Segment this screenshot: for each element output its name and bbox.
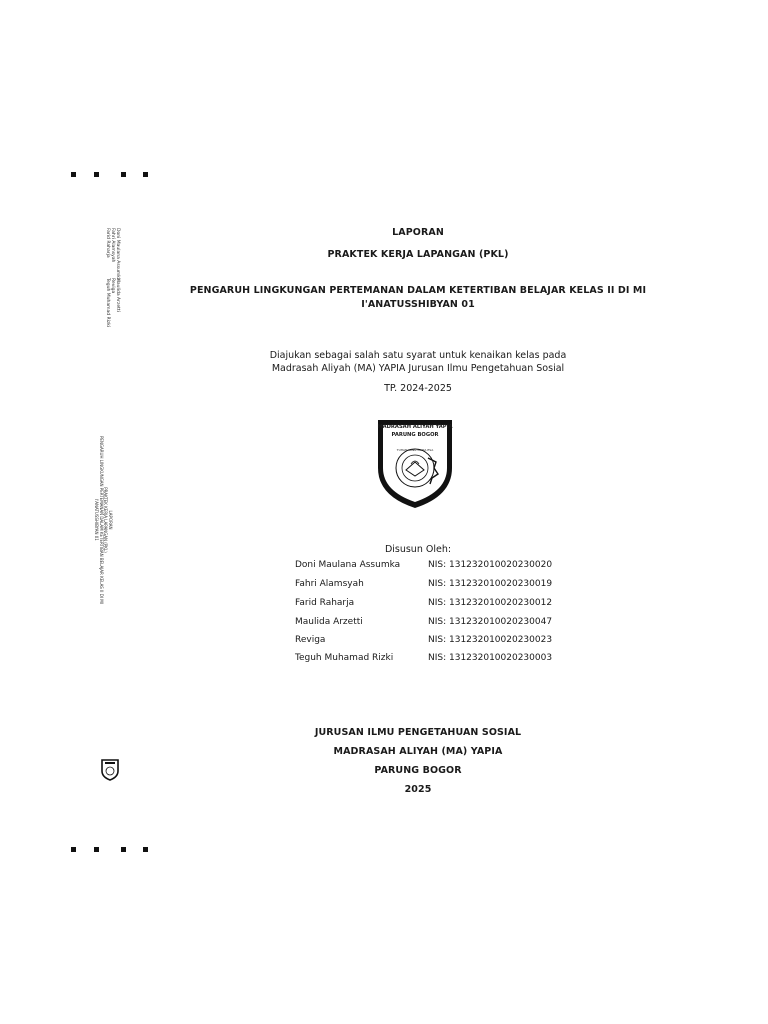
report-title-line1: PENGARUH LINGKUNGAN PERTEMANAN DALAM KETERTIBAN BELAJAR KELAS II DI MI xyxy=(189,285,647,296)
page-heading: LAPORAN xyxy=(392,227,444,238)
spine-title: LAPORAN PRAKTEK KERJA LAPANGAN (PKL) PENGARUH LINGKUNGAN PERTEMANAN DALAM KETERTIBAN BELAJAR KELAS II DI MI I'ANATUSSHIBYAN 01 xyxy=(94,436,113,604)
author-name: Teguh Muhamad Rizki xyxy=(295,653,394,663)
registration-mark xyxy=(143,847,148,852)
registration-mark xyxy=(121,847,126,852)
author-name: Farid Raharja xyxy=(295,598,355,608)
author-row xyxy=(295,635,595,649)
author-row xyxy=(295,560,595,574)
academic-year: TP. 2024-2025 xyxy=(384,383,452,394)
footer-year: 2025 xyxy=(404,784,432,795)
author-name: Doni Maulana Assumka xyxy=(295,560,401,570)
author-nis: NIS: 131232010020230012 xyxy=(428,598,553,608)
footer-school: MADRASAH ALIYAH (MA) YAPIA xyxy=(333,746,503,757)
author-nis: NIS: 131232010020230023 xyxy=(428,635,553,645)
registration-mark xyxy=(94,847,99,852)
authors-label: Disusun Oleh: xyxy=(384,544,452,555)
purpose-line1: Diajukan sebagai salah satu syarat untuk kenaikan kelas pada xyxy=(269,350,567,361)
registration-mark xyxy=(71,172,76,177)
author-name: Fahri Alamsyah xyxy=(295,579,364,589)
footer-location: PARUNG BOGOR xyxy=(374,765,462,776)
author-nis: NIS: 131232010020230003 xyxy=(428,653,553,663)
registration-mark xyxy=(94,172,99,177)
author-name: Maulida Arzetti xyxy=(295,617,363,627)
logo-ring-text: TUHAN YANG MAHA ESA xyxy=(396,448,434,452)
author-nis: NIS: 131232010020230047 xyxy=(428,617,553,627)
footer-department: JURUSAN ILMU PENGETAHUAN SOSIAL xyxy=(314,727,522,738)
author-row xyxy=(295,653,595,667)
registration-mark xyxy=(121,172,126,177)
logo-text-line1: MADRASAH ALIYAH YAPIA xyxy=(377,424,453,430)
author-row xyxy=(295,579,595,593)
author-nis: NIS: 131232010020230020 xyxy=(428,560,553,570)
registration-mark xyxy=(71,847,76,852)
page-subheading: PRAKTEK KERJA LAPANGAN (PKL) xyxy=(327,249,509,260)
spine-names-col1: Doni Maulana Assumka Fahri Alamsyah Farid Raharja xyxy=(105,228,120,281)
author-nis: NIS: 131232010020230019 xyxy=(428,579,553,589)
author-row xyxy=(295,598,595,612)
author-row xyxy=(295,617,595,631)
spine-logo-icon xyxy=(101,759,119,781)
logo-text-line2: PARUNG BOGOR xyxy=(391,432,439,438)
author-name: Reviga xyxy=(295,635,326,645)
registration-mark xyxy=(143,172,148,177)
spine-names-col2: Maulida Arzetti Reviga Teguh Muhamad Rizki xyxy=(105,278,120,328)
purpose-line2: Madrasah Aliyah (MA) YAPIA Jurusan Ilmu Pengetahuan Sosial xyxy=(271,363,565,374)
report-title-line2: I'ANATUSSHIBYAN 01 xyxy=(361,299,475,310)
